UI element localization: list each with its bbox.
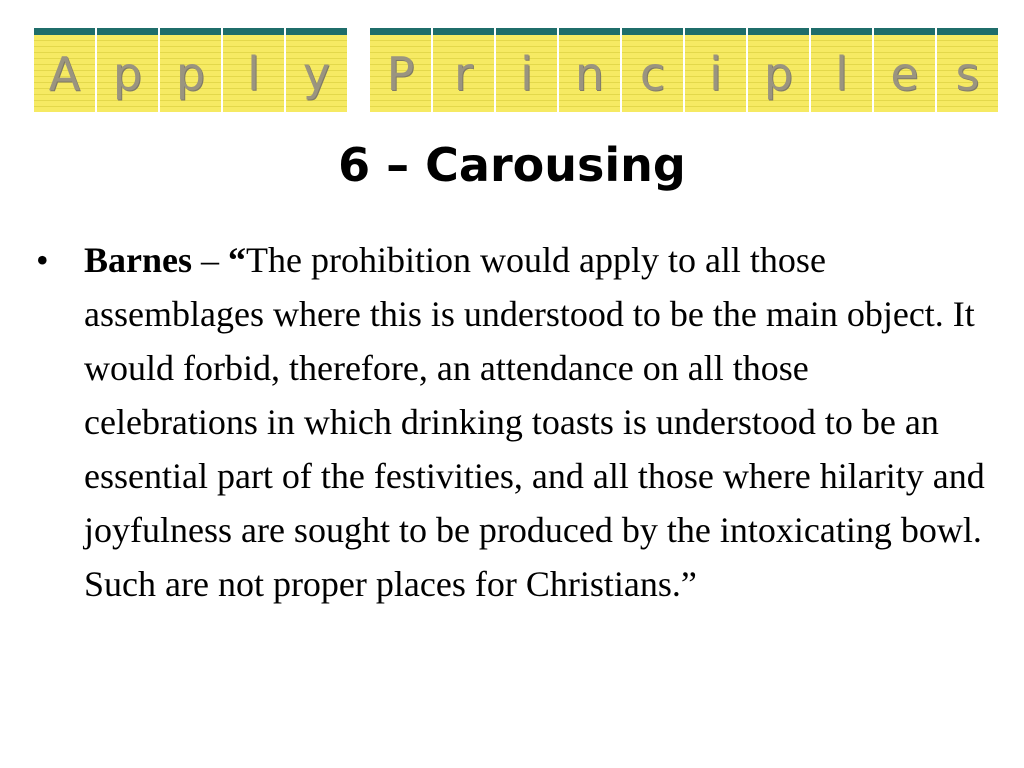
slide-title: 6 – Carousing	[338, 138, 686, 192]
slide-body	[36, 233, 986, 611]
banner-tile: p	[97, 28, 158, 112]
quote-separator: –	[192, 240, 228, 280]
open-quote-mark: “	[228, 240, 246, 280]
banner-tile: s	[937, 28, 998, 112]
banner-tile: r	[433, 28, 494, 112]
banner-tile: i	[496, 28, 557, 112]
banner-tile: i	[685, 28, 746, 112]
bullet-text	[84, 233, 986, 611]
bullet-item	[36, 233, 986, 611]
banner-tile: l	[811, 28, 872, 112]
banner-tile: P	[370, 28, 431, 112]
banner-tile: p	[748, 28, 809, 112]
banner-tile: e	[874, 28, 935, 112]
banner-tile: l	[223, 28, 284, 112]
banner-tile: n	[559, 28, 620, 112]
banner-tile: A	[34, 28, 95, 112]
banner-word-principles	[370, 28, 1000, 112]
banner-tile: y	[286, 28, 347, 112]
bullet-marker: •	[36, 240, 49, 280]
banner-word-apply	[34, 28, 349, 112]
quote-text: The prohibition would apply to all those assemblages where this is understood to be the main object. It would forbid, therefore, an attendance on all those celebrations in which drinking toasts is understood to be an essential part of the festivities, and all those where hilarity and joyfulness are sought to be produced by the intoxicating bowl. Such are not proper places for Christians.”	[84, 240, 985, 604]
quote-speaker: Barnes	[84, 240, 192, 280]
banner-tile: p	[160, 28, 221, 112]
banner-tile: c	[622, 28, 683, 112]
apply-principles-banner	[34, 28, 999, 112]
